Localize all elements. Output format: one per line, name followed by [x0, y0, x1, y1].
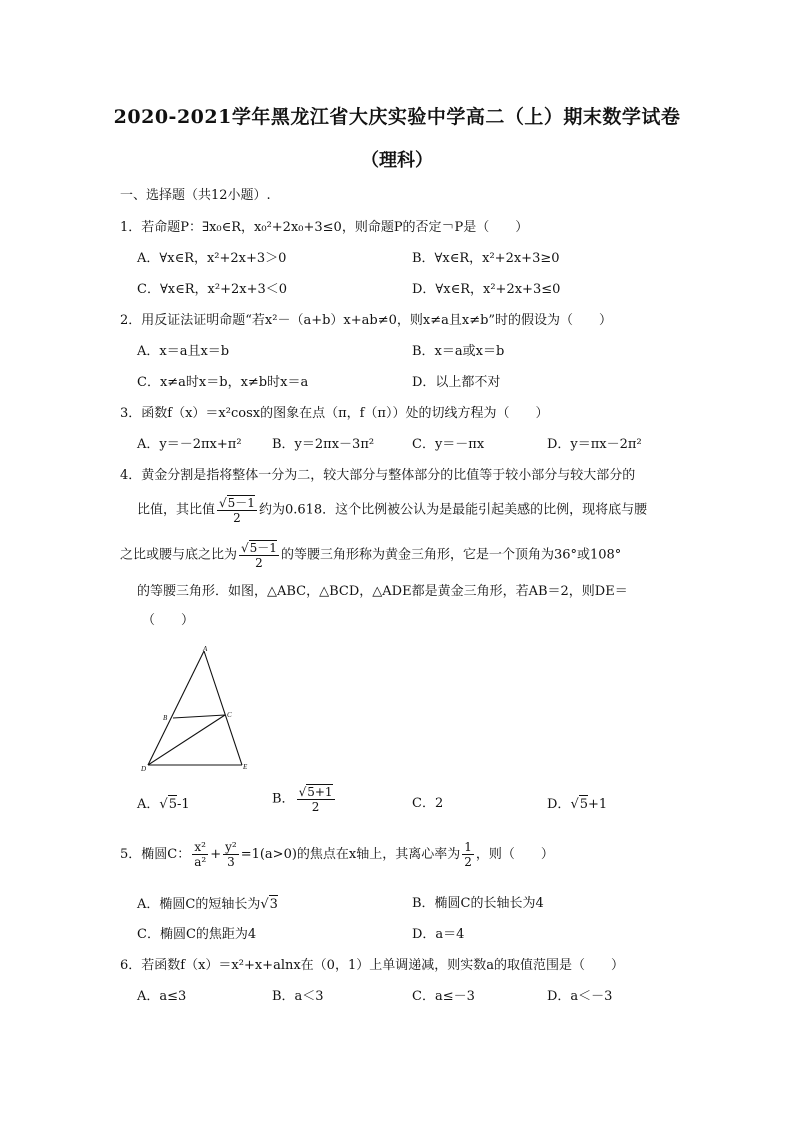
page-subtitle: （理科）	[361, 150, 433, 171]
label-vertex-d: D	[141, 765, 147, 773]
q4-line5: （ ）	[142, 613, 195, 628]
q3-stem: 3．函数f（x）＝x²cosx的图象在点（π，f（π））处的切线方程为（ ）	[120, 406, 549, 421]
golden-triangle-figure	[138, 645, 258, 775]
label-vertex-b: B	[163, 714, 168, 722]
q5-option-b: B．椭圆C的长轴长为4	[412, 896, 544, 911]
q1-option-a: A．∀x∈R，x²+2x+3＞0	[137, 251, 287, 266]
q4-line3: 之比或腰与底之比为 $\frac{√5-1}{2}$ 的等腰三角形称为黄金三角形，它是一个顶角为36°或108°	[120, 541, 622, 570]
q1-stem: 1．若命题P：∃x₀∈R，x₀²+2x₀+3≤0，则命题P的否定￢P是（ ）	[120, 220, 529, 235]
q4-option-c: C．2	[412, 796, 444, 811]
label-vertex-e: E	[243, 763, 248, 771]
q6-option-c: C．a≤－3	[412, 989, 475, 1004]
golden-ratio-fraction-2: $\frac{√5-1}{2}$	[241, 541, 277, 570]
q6-option-a: A．a≤3	[137, 989, 187, 1004]
q3-option-a: A．y＝－2πx+π²	[137, 437, 242, 452]
q3-option-b: B．y＝2πx－3π²	[272, 437, 375, 452]
q3-option-d: D．y＝πx－2π²	[547, 437, 642, 452]
q4-option-a: A．√5-1	[137, 797, 190, 812]
q4-line2: 比值，其比值 $\frac{√5-1}{2}$ 约为0.618．这个比例被公认为是最能引起美感的比例，现将底与腰	[137, 496, 648, 525]
q5-option-c: C．椭圆C的焦距为4	[137, 927, 257, 942]
q6-stem: 6．若函数f（x）＝x²+x+alnx在（0，1）上单调递减，则实数a的取值范围是（ ）	[120, 958, 624, 973]
q3-option-c: C．y＝－πx	[412, 437, 485, 452]
q5-stem: 5．椭圆C： $\frac{\text{x²}}{\text{a²}}$ + $\frac{\text{y²}}{3}$ =1(a>0)的焦点在x轴上，其离心率为 $\frac{1}{2}$ ，则（ ）	[120, 840, 554, 869]
q6-option-b: B．a＜3	[272, 989, 324, 1004]
q6-option-d: D．a＜－3	[547, 989, 613, 1004]
section-heading: 一、选择题（共12小题）.	[120, 188, 271, 203]
q2-stem: 2．用反证法证明命题“若x²－（a+b）x+ab≠0，则x≠a且x≠b”时的假设为（ ）	[120, 313, 613, 328]
q2-option-a: A．x＝a且x＝b	[137, 344, 230, 359]
label-vertex-a: A	[203, 645, 208, 653]
q5-option-d: D．a＝4	[412, 927, 465, 942]
q1-option-d: D．∀x∈R，x²+2x+3≤0	[412, 282, 561, 297]
q1-option-c: C．∀x∈R，x²+2x+3＜0	[137, 282, 288, 297]
q2-option-b: B．x＝a或x＝b	[412, 344, 505, 359]
q4-option-b: B． $\frac{√5+1}{2}$	[272, 785, 333, 814]
q4-line1: 4．黄金分割是指将整体一分为二，较大部分与整体部分的比值等于较小部分与较大部分的	[120, 468, 636, 483]
label-vertex-c: C	[227, 711, 232, 719]
page-title: 2020-2021学年黑龙江省大庆实验中学高二（上）期末数学试卷	[113, 106, 681, 128]
golden-ratio-fraction: $\frac{√5-1}{2}$	[219, 496, 255, 525]
q5-option-a: A．椭圆C的短轴长为√3	[137, 897, 278, 912]
q2-option-c: C．x≠a时x＝b，x≠b时x＝a	[137, 375, 309, 390]
q4-line4: 的等腰三角形．如图，△ABC，△BCD，△ADE都是黄金三角形，若AB＝2，则DE＝	[137, 584, 628, 599]
q2-option-d: D．以上都不对	[412, 375, 501, 390]
q4-option-d: D．√5+1	[547, 797, 608, 812]
q1-option-b: B．∀x∈R，x²+2x+3≥0	[412, 251, 560, 266]
